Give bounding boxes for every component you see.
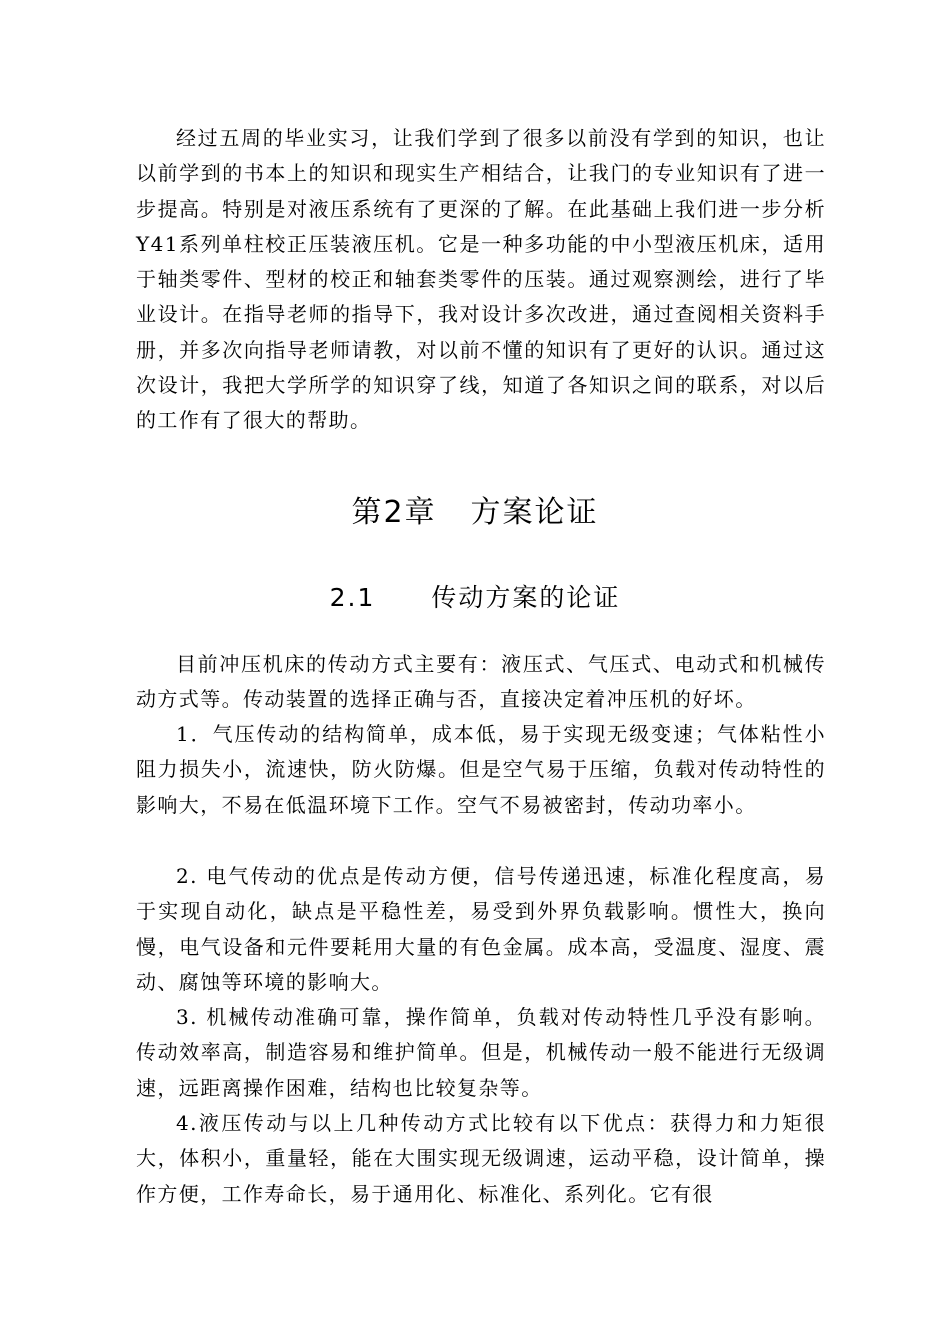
section-heading <box>0 578 950 614</box>
body-paragraph-hydraulic: 4.液压传动与以上几种传动方式比较有以下优点：获得力和力矩很大，体积小，重量轻，能在大围实现无级调速，运动平稳，设计简单，操作方便，工作寿命长，易于通用化、标准化、系列化。它有很 <box>136 1111 826 1206</box>
body-paragraph-pneumatic: 1．气压传动的结构简单，成本低，易于实现无级变速；气体粘性小阻力损失小，流速快，防火防爆。但是空气易于压缩，负载对传动特性的影响大，不易在低温环境下工作。空气不易被密封，传动功率小。 <box>136 722 826 817</box>
body-paragraph-overview: 目前冲压机床的传动方式主要有：液压式、气压式、电动式和机械传动方式等。传动装置的选择正确与否，直接决定着冲压机的好坏。 <box>136 652 826 712</box>
section-number: 2.1 <box>329 583 376 612</box>
chapter-number: 第2章 <box>351 495 437 530</box>
body-paragraph-mechanical: 3. 机械传动准确可靠，操作简单，负载对传动特性几乎没有影响。传动效率高，制造容易和维护简单。但是，机械传动一般不能进行无级调速，远距离操作困难，结构也比较复杂等。 <box>136 1005 826 1100</box>
section-title: 传动方案的论证 <box>431 583 621 612</box>
chapter-heading <box>0 487 950 531</box>
intro-paragraph: 经过五周的毕业实习，让我们学到了很多以前没有学到的知识，也让以前学到的书本上的知识和现实生产相结合，让我门的专业知识有了进一步提高。特别是对液压系统有了更深的了解。在此基础上我们进一步分析Y41系列单柱校正压装液压机。它是一种多功能的中小型液压机床，适用于轴类零件、型材的校正和轴套类零件的压装。通过观察测绘，进行了毕业设计。在指导老师的指导下，我对设计多次改进，通过查阅相关资料手册，并多次向指导老师请教，对以前不懂的知识有了更好的认识。通过这次设计，我把大学所学的知识穿了线，知道了各知识之间的联系，对以后的工作有了很大的帮助。 <box>136 126 826 433</box>
body-paragraph-electric: 2. 电气传动的优点是传动方便，信号传递迅速，标准化程度高，易于实现自动化，缺点是平稳性差，易受到外界负载影响。惯性大，换向慢，电气设备和元件要耗用大量的有色金属。成本高，受温度、湿度、震动、腐蚀等环境的影响大。 <box>136 864 826 994</box>
chapter-title: 方案论证 <box>470 495 599 530</box>
